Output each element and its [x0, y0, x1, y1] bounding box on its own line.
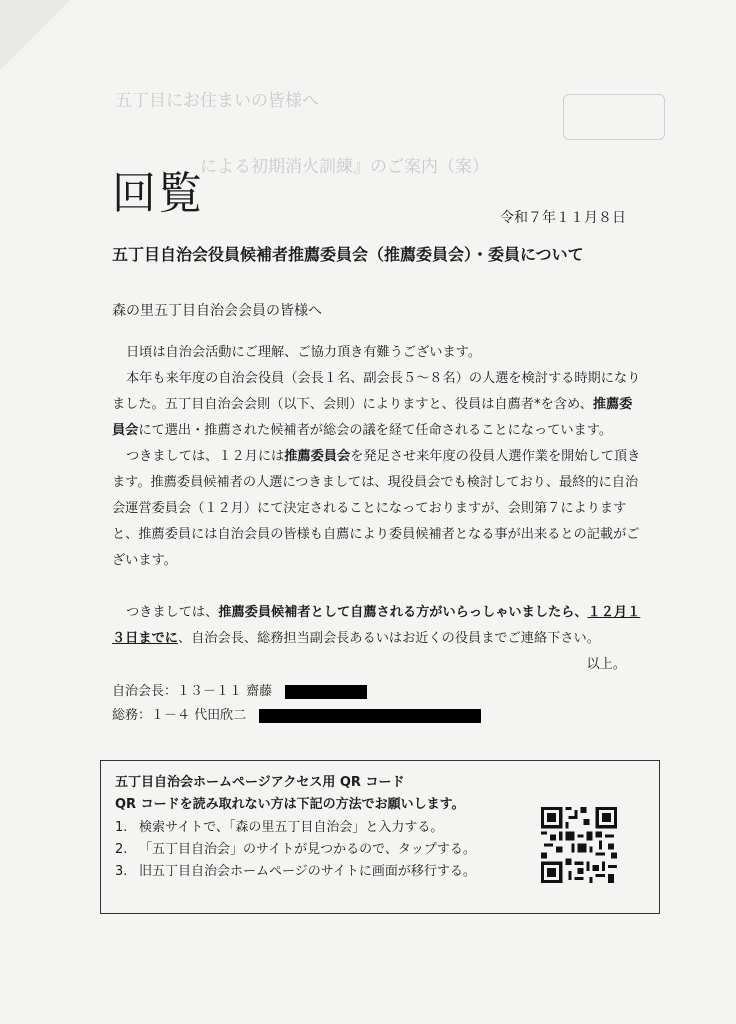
- qr-box-subheading: QR コードを読み取れない方は下記の方法でお願いします。: [115, 797, 465, 812]
- page-fold: [0, 0, 70, 70]
- list-item: 3. 旧五丁目自治会ホームページのサイトに画面が移行する。: [115, 864, 476, 879]
- bleed-through-box: [563, 94, 665, 140]
- page-title: 回覧: [112, 168, 204, 220]
- contact-list: [112, 680, 481, 728]
- contact-chair: 自治会長：１３－１１ 齋藤: [112, 680, 481, 704]
- list-item: 2. 「五丁目自治会」のサイトが見つかるので、タップする。: [115, 842, 476, 857]
- contact-general-affairs: 総務：１－４ 代田欣二: [112, 704, 481, 728]
- bleed-through-text: による初期消火訓練』のご案内（案）: [200, 157, 489, 177]
- paragraph-greeting: 日頃は自治会活動にご理解、ご協力頂き有難うございます。: [126, 345, 482, 360]
- access-steps: [115, 817, 476, 883]
- redacted-block: [285, 685, 367, 699]
- document-date: 令和７年１１月８日: [500, 210, 626, 226]
- paragraph-committee: つきましては、１２月には推薦委員会を発足させ来年度の役員人選作業を開始して頂きます。推薦委員候補者の人選につきましては、現役員会でも検討しており、最終的に自治会運営委員会（１２月）にて決定されることになっておりますが、会則第７によりますと、推薦委員には自治会員の皆様も自薦により委員候補者となる事が出来るとの記載がございます。: [112, 449, 641, 568]
- closing-text: 以上。: [586, 657, 626, 672]
- bleed-through-text: 五丁目にお住まいの皆様へ: [115, 91, 319, 111]
- qr-info-box: [100, 760, 660, 914]
- addressee: 森の里五丁目自治会会員の皆様へ: [112, 303, 322, 319]
- document-subject: 五丁目自治会役員候補者推薦委員会（推薦委員会）・委員について: [112, 245, 584, 264]
- paragraph-request: つきましては、推薦委員候補者として自薦される方がいらっしゃいましたら、１２月１３日までに、自治会長、総務担当副会長あるいはお近くの役員までご連絡下さい。: [112, 605, 641, 646]
- paragraph-background: 本年も来年度の自治会役員（会長１名、副会長５～８名）の人選を検討する時期になりました。五丁目自治会会則（以下、会則）によりますと、役員は自薦者*を含め、推薦委員会にて選出・推薦された候補者が総会の議を経て任命されることになっています。: [112, 371, 641, 438]
- qr-code-icon[interactable]: [541, 807, 617, 883]
- list-item: 1. 検索サイトで、「森の里五丁目自治会」と入力する。: [115, 820, 444, 835]
- redacted-block: [259, 709, 481, 723]
- document-body: [112, 340, 642, 678]
- qr-box-heading: 五丁目自治会ホームページアクセス用 QR コード: [115, 775, 405, 790]
